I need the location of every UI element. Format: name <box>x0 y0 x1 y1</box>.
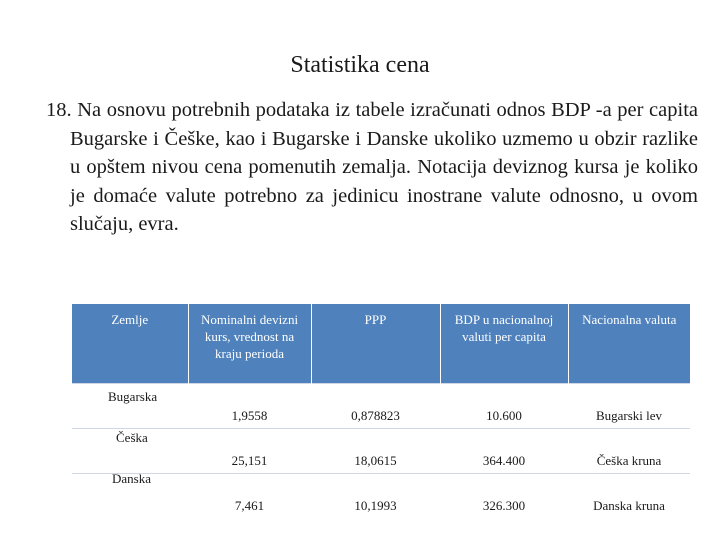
currency-cell: Češka kruna <box>568 429 690 474</box>
gdp-cell: 364.400 <box>440 429 568 474</box>
ppp-cell: 0,878823 <box>311 384 440 429</box>
exchange-rate-cell: 25,151 <box>188 429 311 474</box>
country-label-denmark: Danska <box>112 471 151 486</box>
ppp-cell: 18,0615 <box>311 429 440 474</box>
gdp-cell: 326.300 <box>440 474 568 519</box>
table-row <box>72 384 690 429</box>
exchange-rate-cell: 1,9558 <box>188 384 311 429</box>
ppp-cell: 10,1993 <box>311 474 440 519</box>
gdp-cell: 10.600 <box>440 384 568 429</box>
data-table <box>72 304 690 518</box>
table-row <box>72 429 690 474</box>
currency-cell: Bugarski lev <box>568 384 690 429</box>
header-exchange-rate: Nominalni devizni kurs, vrednost na kraju perioda <box>188 304 311 384</box>
header-currency: Nacionalna valuta <box>568 304 690 384</box>
problem-text: 18. Na osnovu potrebnih podataka iz tabele izračunati odnos BDP -a per capita Bugarske i Češke, kao i Bugarske i Danske ukoliko uzmemo u obzir razlike u opštem nivou cena pomenutih zemalja. Notacija deviznog kursa je koliko je domaće valute potrebno za jedinicu inostrane valute odnosno, u ovom slučaju, evra. <box>46 99 698 236</box>
slide-title: Statistika cena <box>290 52 430 78</box>
header-ppp: PPP <box>311 304 440 384</box>
header-gdp-per-capita: BDP u nacionalnoj valuti per capita <box>440 304 568 384</box>
table-header-row <box>72 304 690 384</box>
country-label-czechia: Češka <box>116 430 148 445</box>
country-label-bulgaria: Bugarska <box>108 389 158 404</box>
header-countries: Zemlje <box>72 304 188 384</box>
table-row <box>72 474 690 519</box>
currency-cell: Danska kruna <box>568 474 690 519</box>
exchange-rate-cell: 7,461 <box>188 474 311 519</box>
